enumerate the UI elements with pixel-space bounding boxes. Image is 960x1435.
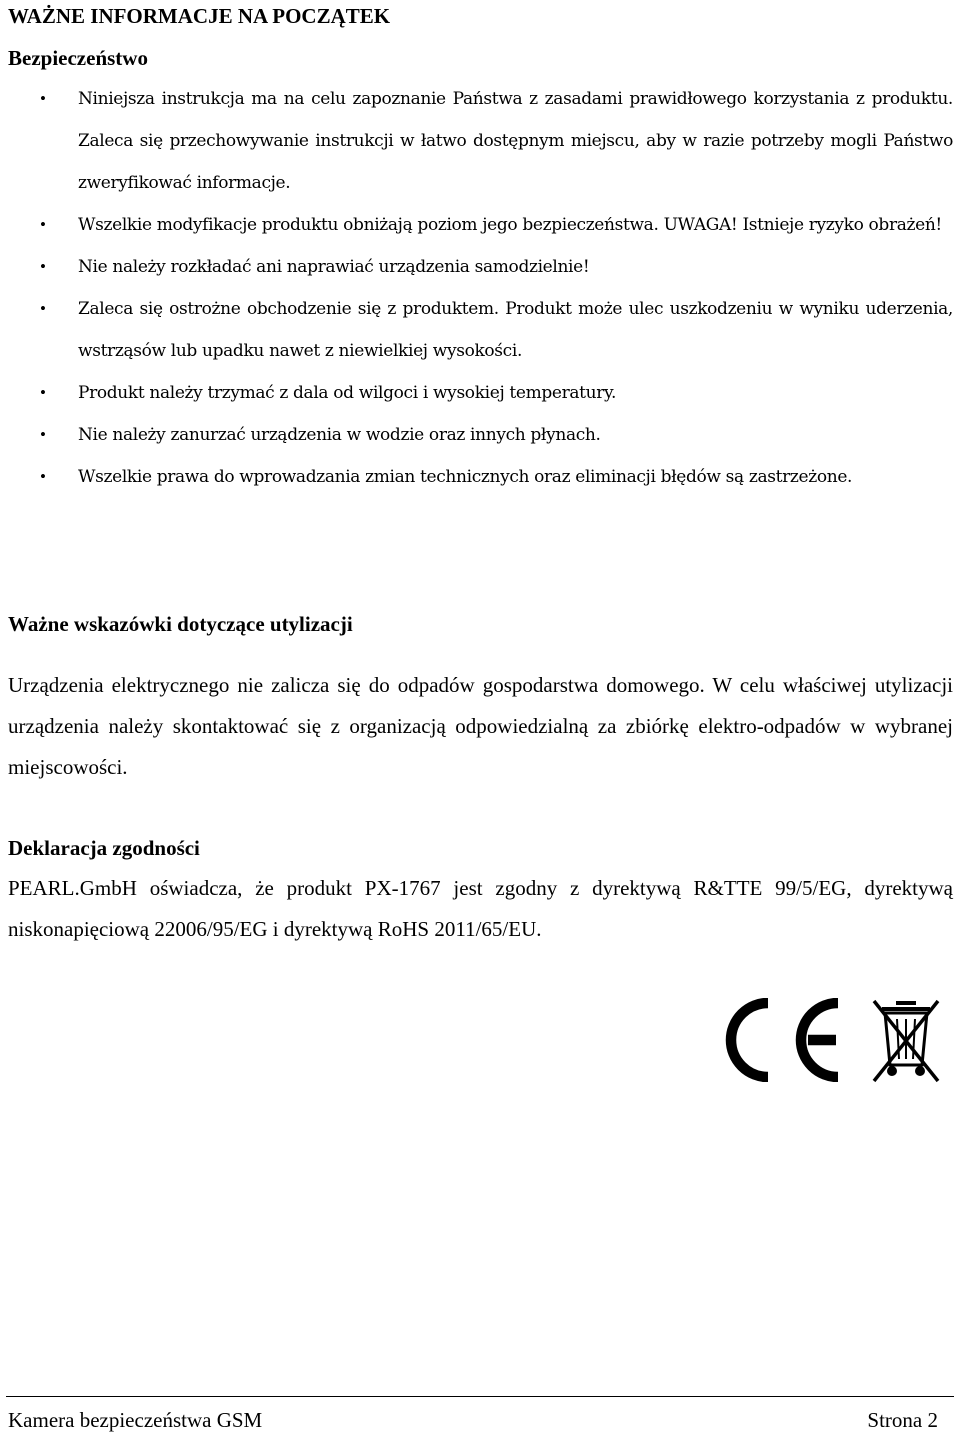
disposal-text: Urządzenia elektrycznego nie zalicza się do odpadów gospodarstwa domowego. W celu właściwej utylizacji urządzenia należy skontaktować się z organizacją odpowiedzialną za zbiórkę elektro-odpadów w wybranej miejscowości. xyxy=(8,673,953,779)
safety-item-text: Nie należy zanurzać urządzenia w wodzie oraz innych płynach. xyxy=(78,425,601,445)
safety-item-text: Wszelkie modyfikacje produktu obniżają poziom jego bezpieczeństwa. UWAGA! Istnieje ryzyko obrażeń! xyxy=(78,215,942,235)
bullet-icon: • xyxy=(40,425,46,444)
footer-document-name: Kamera bezpieczeństwa GSM xyxy=(8,1408,263,1432)
safety-item-text: Wszelkie prawa do wprowadzania zmian technicznych oraz eliminacji błędów są zastrzeżone. xyxy=(78,467,853,487)
bullet-icon: • xyxy=(40,299,46,318)
bullet-icon: • xyxy=(40,383,46,402)
safety-item-text: Nie należy rozkładać ani naprawiać urządzenia samodzielnie! xyxy=(78,257,590,277)
ce-mark-icon xyxy=(712,998,846,1082)
bullet-icon: • xyxy=(40,215,46,234)
footer-divider xyxy=(6,1396,954,1397)
disposal-heading: Ważne wskazówki dotyczące utylizacji xyxy=(8,612,353,636)
safety-item-2 xyxy=(40,204,953,246)
safety-item-3 xyxy=(40,246,953,288)
bullet-icon: • xyxy=(40,257,46,276)
safety-item-text: Produkt należy trzymać z dala od wilgoci i wysokiej temperatury. xyxy=(78,383,617,403)
safety-list xyxy=(0,78,960,498)
document-title: WAŻNE INFORMACJE NA POCZĄTEK xyxy=(8,4,391,28)
safety-item-1 xyxy=(40,78,953,204)
footer-page-number: Strona 2 xyxy=(867,1408,938,1432)
crossed-out-wheelie-bin-icon xyxy=(872,997,940,1083)
declaration-text: PEARL.GmbH oświadcza, że produkt PX-1767 jest zgodny z dyrektywą R&TTE 99/5/EG, dyrektywą niskonapięciową 22006/95/EG i dyrektywą RoHS 2011/65/EU. xyxy=(8,876,953,941)
declaration-heading: Deklaracja zgodności xyxy=(8,836,200,860)
safety-item-4 xyxy=(40,288,953,372)
safety-item-text: Zaleca się ostrożne obchodzenie się z produktem. Produkt może ulec uszkodzeniu w wyniku uderzenia, wstrząsów lub upadku nawet z niewielkiej wysokości. xyxy=(78,299,953,361)
safety-item-6 xyxy=(40,414,953,456)
compliance-marks xyxy=(712,998,940,1082)
safety-item-5 xyxy=(40,372,953,414)
bullet-icon: • xyxy=(40,467,46,486)
safety-item-text: Niniejsza instrukcja ma na celu zapoznanie Państwa z zasadami prawidłowego korzystania z produktu. Zaleca się przechowywanie instrukcji w łatwo dostępnym miejscu, aby w razie potrzeby mogli Państwo zweryfikować informacje. xyxy=(78,89,953,193)
safety-heading: Bezpieczeństwo xyxy=(8,46,148,70)
safety-item-7 xyxy=(40,456,953,498)
bullet-icon: • xyxy=(40,89,46,108)
